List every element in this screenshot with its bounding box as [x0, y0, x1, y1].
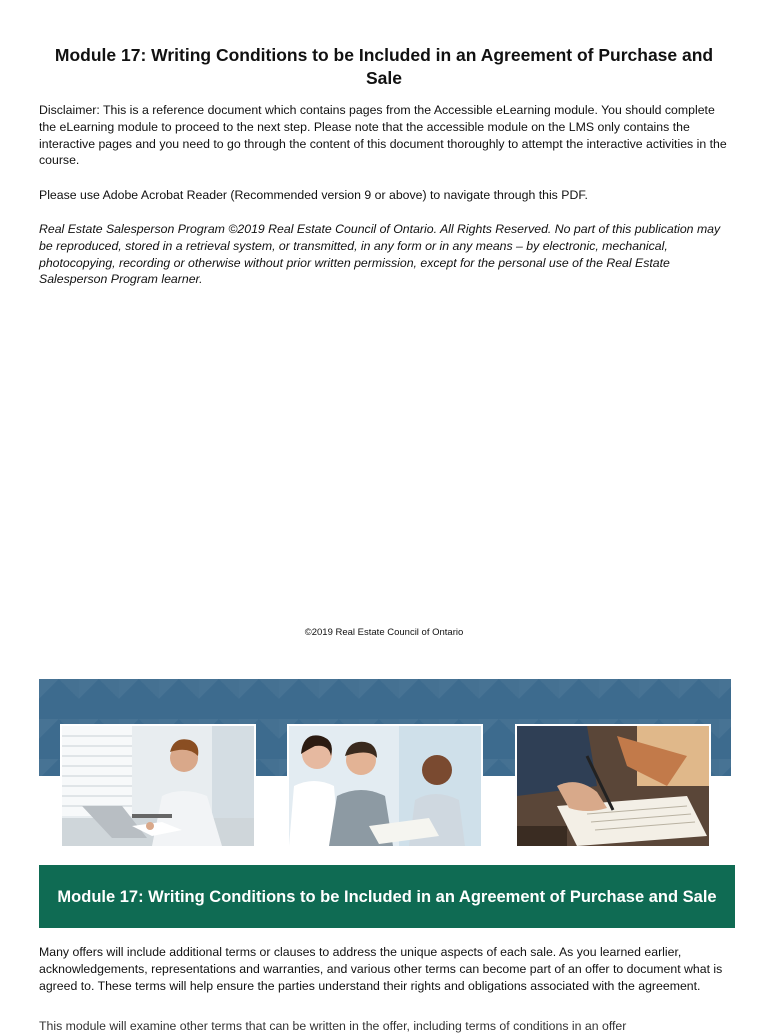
acrobat-note: Please use Adobe Acrobat Reader (Recommended version 9 or above) to navigate through this PDF.	[39, 188, 588, 202]
disclaimer-text: Disclaimer: This is a reference document which contains pages from the Accessible eLearning module. You should complete the eLearning module to proceed to the next step. Please note that the accessible module on the LMS only contains the interactive pages and you need to go through the content of this document thoroughly to attempt the interactive activities in the course.	[39, 103, 727, 168]
intro-paragraph: Many offers will include additional terms or clauses to address the unique aspects of each sale. As you learned earlier, acknowledgements, representations and warranties, and various other terms can become part of an offer to document what is agreed to. These terms will help ensure the parties understand their rights and obligations associated with the agreement.	[39, 945, 723, 993]
copyright-notice: Real Estate Salesperson Program ©2019 Real Estate Council of Ontario. All Rights Reserved. No part of this publication may be reproduced, stored in a retrieval system, or transmitted, in any form or in any means – by electronic, mechanical, photocopying, recording or otherwise without prior written permission, except for the personal use of the Real Estate Salesperson Program learner.	[39, 222, 721, 287]
module-heading: Module 17: Writing Conditions to be Included in an Agreement of Purchase and Sale	[57, 887, 717, 906]
group-meeting-photo	[287, 724, 483, 848]
man-at-laptop-photo	[60, 724, 256, 848]
document-title: Module 17: Writing Conditions to be Included in an Agreement of Purchase and Sale	[54, 45, 714, 88]
module-heading-bar	[39, 865, 735, 928]
next-paragraph: This module will examine other terms that can be written in the offer, including terms of conditions in an offer	[39, 1019, 627, 1033]
page-footer: ©2019 Real Estate Council of Ontario	[304, 627, 464, 638]
signing-document-photo	[515, 724, 711, 848]
